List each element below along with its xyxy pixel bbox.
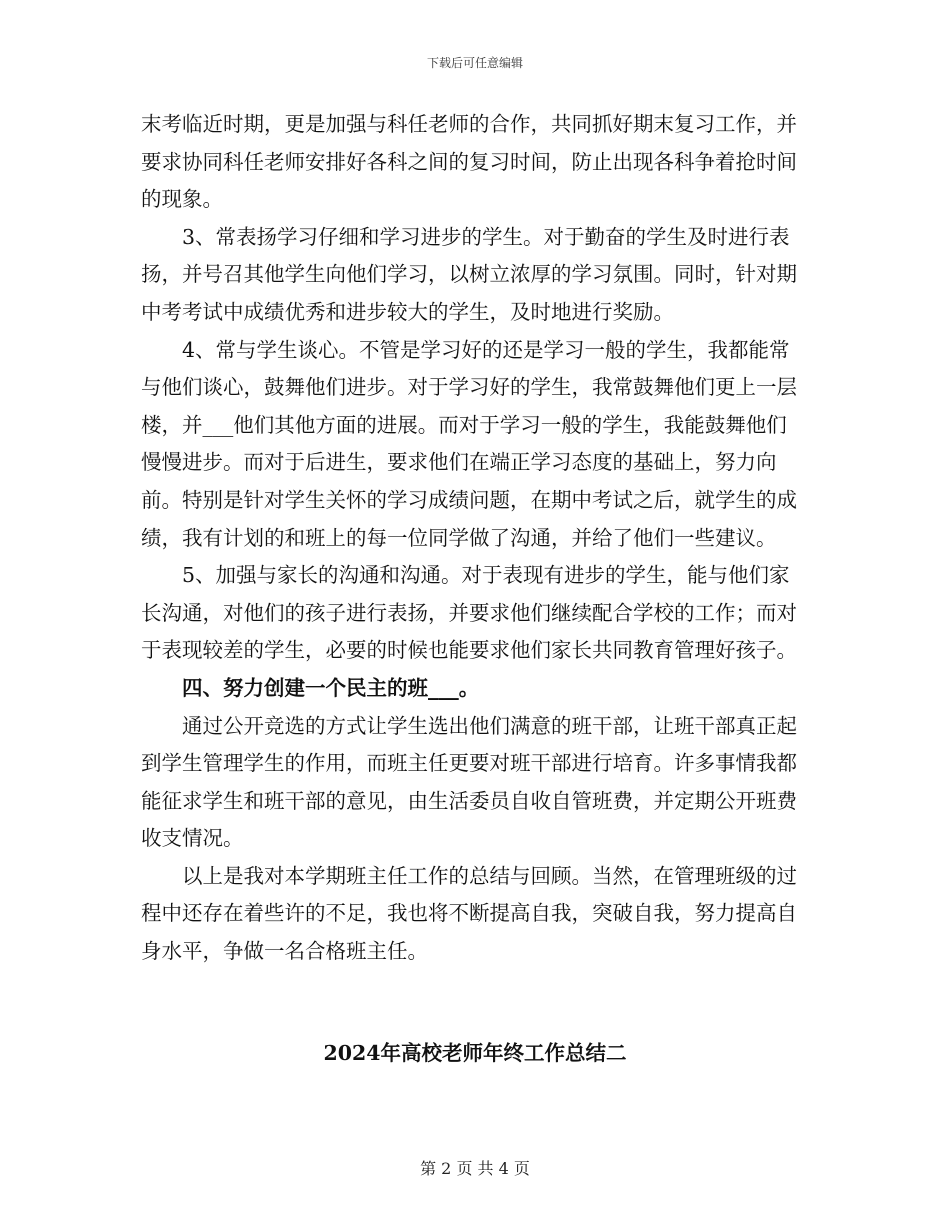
- section-heading-four: 四、努力创建一个民主的班___。: [182, 675, 480, 700]
- paragraph-continuation: 末考临近时期，更是加强与科任老师的合作，共同抓好期末复习工作，并要求协同科任老师安排好各科之间的复习时间，防止出现各科争着抢时间的现象。: [141, 112, 797, 212]
- document-body: [141, 106, 801, 971]
- page-footer: 第 2 页 共 4 页: [420, 1159, 530, 1178]
- paragraph-item-3: 3、常表扬学习仔细和学习进步的学生。对于勤奋的学生及时进行表扬，并号召其他学生向他们学习，以树立浓厚的学习氛围。同时，针对期中考考试中成绩优秀和进步较大的学生，及时地进行奖励。: [141, 224, 797, 324]
- paragraph-item-5: 5、加强与家长的沟通和沟通。对于表现有进步的学生，能与他们家长沟通，对他们的孩子进行表扬，并要求他们继续配合学校的工作；而对于表现较差的学生，必要的时候也能要求他们家长共同教育管理好孩子。: [141, 563, 797, 663]
- page-header: 下载后可任意编辑: [426, 56, 523, 70]
- paragraph-conclusion: 以上是我对本学期班主任工作的总结与回顾。当然，在管理班级的过程中还存在着些许的不足，我也将不断提高自我，突破自我，努力提高自身水平，争做一名合格班主任。: [141, 863, 797, 964]
- next-document-title: 2024年高校老师年终工作总结二: [323, 1041, 627, 1065]
- paragraph-item-4: 4、常与学生谈心。不管是学习好的还是学习一般的学生，我都能常与他们谈心，鼓舞他们进步。对于学习好的学生，我常鼓舞他们更上一层楼，并___他们其他方面的进展。而对于学习一般的学生，我能鼓舞他们慢慢进步。而对于后进生，要求他们在端正学习态度的基础上，努力向前。特别是针对学生关怀的学习成绩问题，在期中考试之后，就学生的成绩，我有计划的和班上的每一位同学做了沟通，并给了他们一些建议。: [141, 337, 797, 550]
- paragraph-class-committee: 通过公开竞选的方式让学生选出他们满意的班干部，让班干部真正起到学生管理学生的作用，而班主任更要对班干部进行培育。许多事情我都能征求学生和班干部的意见，由生活委员自收自管班费，并定期公开班费收支情况。: [141, 713, 797, 851]
